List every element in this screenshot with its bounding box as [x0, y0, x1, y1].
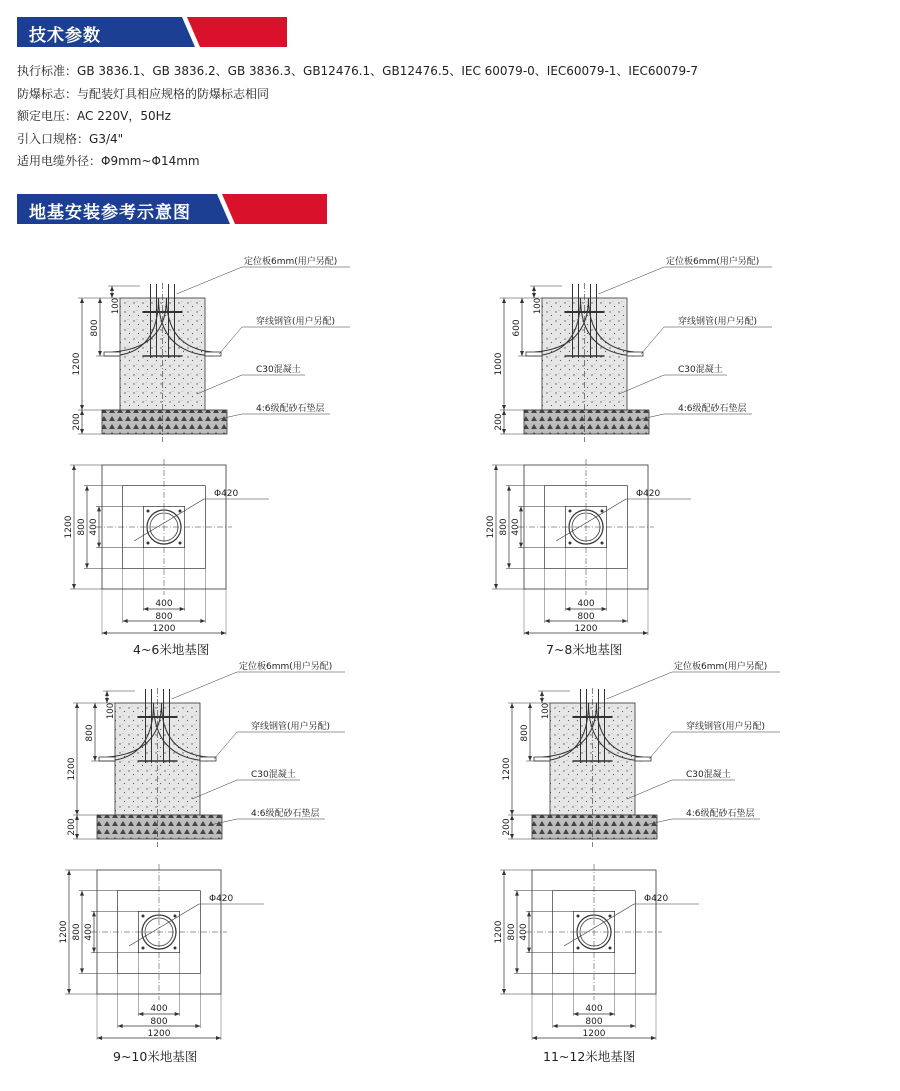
arrow-head — [143, 607, 148, 611]
arrow-head — [67, 870, 71, 875]
foundation-diagram-3 — [55, 660, 355, 1040]
drawing-line — [607, 672, 673, 699]
arrow-head — [123, 619, 128, 623]
callout-gravel: 4:6级配砂石垫层 — [256, 404, 325, 414]
arrow-head — [565, 607, 570, 611]
arrow-head — [180, 607, 185, 611]
arrow-head — [80, 968, 84, 973]
arrow-head — [221, 631, 226, 635]
arrow-head — [110, 293, 114, 298]
callout-gravel: 4:6级配砂石垫层 — [686, 809, 755, 819]
callout-gravel: 4:6级配砂石垫层 — [678, 404, 747, 414]
callout-plate: 定位板6mm(用户另配) — [244, 257, 338, 267]
arrow-head — [67, 989, 71, 994]
arrow-head — [97, 543, 101, 548]
arrow-head — [643, 631, 648, 635]
bolt-hole — [174, 915, 177, 918]
arrow-head — [540, 698, 544, 703]
pipe-depth-label: 800 — [85, 724, 95, 742]
arrow-head — [92, 948, 96, 953]
arrow-head — [80, 891, 84, 896]
bolt-hole — [609, 947, 612, 950]
arrow-head — [97, 506, 101, 511]
bed-label: 200 — [502, 818, 512, 836]
arrow-head — [85, 486, 89, 491]
arrow-head — [118, 1024, 123, 1028]
plan-inner-v-label: 400 — [89, 518, 99, 536]
pipe-stub — [526, 352, 542, 356]
depth-label: 1200 — [67, 757, 77, 781]
arrow-head — [519, 506, 523, 511]
drawing-line — [177, 267, 243, 294]
arrow-head — [532, 293, 536, 298]
arrow-head — [651, 1036, 656, 1040]
arrow-head — [502, 298, 506, 303]
drawing-line — [649, 732, 672, 759]
elevation-view — [502, 660, 780, 847]
callout-concrete: C30混凝土 — [678, 365, 723, 375]
arrow-head — [75, 810, 79, 815]
arrow-head — [85, 563, 89, 568]
plan-outer-h-label: 1200 — [582, 1029, 606, 1039]
plan-view — [494, 864, 699, 1040]
plan-mid-h-label: 800 — [155, 612, 173, 622]
arrow-head — [602, 607, 607, 611]
arrow-head — [515, 968, 519, 973]
plan-outer-v-label: 1200 — [494, 920, 504, 944]
arrow-head — [110, 286, 114, 291]
pipe-stub — [635, 757, 651, 761]
arrow-head — [545, 619, 550, 623]
drawing-line — [641, 327, 664, 354]
foundation-drawing — [55, 660, 355, 1040]
spec-cable: 适用电缆外径：Φ9mm~Φ14mm — [17, 154, 200, 168]
callout-pipe: 穿线钢管(用户另配) — [686, 722, 766, 732]
callout-pipe: 穿线钢管(用户另配) — [256, 317, 336, 327]
arrow-head — [553, 1024, 558, 1028]
bolt-hole — [569, 542, 572, 545]
drawing-line — [556, 499, 626, 541]
gravel-bed — [524, 410, 649, 434]
plan-outer-v-label: 1200 — [64, 515, 74, 539]
depth-label: 1200 — [72, 352, 82, 376]
plan-outer-h-label: 1200 — [574, 624, 598, 634]
drawing-line — [214, 732, 237, 759]
foundation-diagram-1 — [60, 255, 360, 635]
arrow-head — [622, 619, 627, 623]
spec-inlet: 引入口规格：G3/4" — [17, 131, 124, 146]
arrow-head — [507, 486, 511, 491]
plan-outer-v-label: 1200 — [59, 920, 69, 944]
arrow-head — [138, 1012, 143, 1016]
arrow-head — [507, 563, 511, 568]
bolt-hole — [142, 915, 145, 918]
arrow-head — [72, 584, 76, 589]
bolt-hole — [142, 947, 145, 950]
plan-mid-h-label: 800 — [585, 1017, 603, 1027]
foundation-drawing — [482, 255, 782, 635]
arrow-head — [502, 870, 506, 875]
arrow-head — [528, 756, 532, 761]
depth-label: 1200 — [502, 757, 512, 781]
plan-inner-v-label: 400 — [511, 518, 521, 536]
arrow-head — [532, 1036, 537, 1040]
bolt-hole — [569, 510, 572, 513]
callout-concrete: C30混凝土 — [251, 770, 296, 780]
pipe-stub — [205, 352, 221, 356]
elevation-view — [494, 255, 772, 442]
foundation-diagram-4 — [490, 660, 790, 1040]
plan-inner-h-label: 400 — [150, 1004, 168, 1014]
top-dim-label: 100 — [106, 702, 116, 720]
top-dim-label: 100 — [111, 297, 121, 315]
arrow-head — [527, 948, 531, 953]
plan-mid-v-label: 800 — [72, 923, 82, 941]
bed-label: 200 — [67, 818, 77, 836]
arrow-head — [515, 891, 519, 896]
spec-list — [17, 60, 698, 173]
bolt-hole — [577, 947, 580, 950]
bed-label: 200 — [72, 413, 82, 431]
gravel-bed — [532, 815, 657, 839]
arrow-head — [520, 298, 524, 303]
drawing-line — [564, 904, 634, 946]
arrow-head — [93, 756, 97, 761]
spec-voltage: 额定电压：AC 220V，50Hz — [17, 109, 171, 123]
drawing-line — [172, 672, 238, 699]
bolt-hole — [179, 510, 182, 513]
arrow-head — [75, 703, 79, 708]
bolt-hole — [601, 510, 604, 513]
arrow-head — [105, 698, 109, 703]
arrow-head — [175, 1012, 180, 1016]
callout-plate: 定位板6mm(用户另配) — [239, 662, 333, 672]
depth-label: 1000 — [494, 352, 504, 376]
plan-mid-v-label: 800 — [499, 518, 509, 536]
plan-inner-h-label: 400 — [155, 599, 173, 609]
pipe-stub — [200, 757, 216, 761]
diameter-label: Φ420 — [214, 489, 239, 499]
plan-inner-h-label: 400 — [585, 1004, 603, 1014]
arrow-head — [573, 1012, 578, 1016]
arrow-head — [93, 703, 97, 708]
elevation-view — [67, 660, 345, 847]
bolt-hole — [147, 510, 150, 513]
callout-pipe: 穿线钢管(用户另配) — [678, 317, 758, 327]
arrow-head — [520, 351, 524, 356]
bed-label: 200 — [494, 413, 504, 431]
arrow-head — [102, 631, 107, 635]
foundation-diagram-2 — [482, 255, 782, 635]
pipe-depth-label: 800 — [520, 724, 530, 742]
arrow-head — [510, 810, 514, 815]
callout-concrete: C30混凝土 — [686, 770, 731, 780]
top-dim-label: 100 — [541, 702, 551, 720]
bolt-hole — [147, 542, 150, 545]
plan-mid-v-label: 800 — [77, 518, 87, 536]
pipe-stub — [534, 757, 550, 761]
bolt-hole — [609, 915, 612, 918]
bolt-hole — [174, 947, 177, 950]
plan-mid-h-label: 800 — [577, 612, 595, 622]
plan-inner-v-label: 400 — [84, 923, 94, 941]
tech-params-header — [17, 17, 287, 47]
arrow-head — [502, 405, 506, 410]
arrow-head — [524, 631, 529, 635]
arrow-head — [92, 911, 96, 916]
foundation-drawing — [60, 255, 360, 635]
callout-plate: 定位板6mm(用户另配) — [674, 662, 768, 672]
pipe-depth-label: 600 — [512, 319, 522, 337]
arrow-head — [216, 1036, 221, 1040]
arrow-head — [494, 465, 498, 470]
diameter-label: Φ420 — [644, 894, 669, 904]
drawing-line — [134, 499, 204, 541]
foundation-title: 地基安装参考示意图 — [29, 203, 191, 223]
spec-explosion-mark: 防爆标志：与配装灯具相应规格的防爆标志相同 — [17, 86, 270, 101]
caption-11-12m: 11~12米地基图 — [543, 1049, 636, 1064]
top-dim-label: 100 — [533, 297, 543, 315]
arrow-head — [80, 298, 84, 303]
callout-plate: 定位板6mm(用户另配) — [666, 257, 760, 267]
arrow-head — [98, 351, 102, 356]
caption-7-8m: 7~8米地基图 — [546, 642, 623, 657]
arrow-head — [494, 584, 498, 589]
callout-gravel: 4:6级配砂石垫层 — [251, 809, 320, 819]
plan-inner-h-label: 400 — [577, 599, 595, 609]
drawing-line — [219, 327, 242, 354]
diameter-label: Φ420 — [636, 489, 661, 499]
arrow-head — [610, 1012, 615, 1016]
arrow-head — [502, 989, 506, 994]
arrow-head — [195, 1024, 200, 1028]
arrow-head — [540, 691, 544, 696]
pipe-stub — [99, 757, 115, 761]
plan-outer-h-label: 1200 — [152, 624, 176, 634]
foundation-header — [17, 194, 327, 224]
spec-standard: 执行标准：GB 3836.1、GB 3836.2、GB 3836.3、GB12476.1、GB12476.5、IEC 60079-0、IEC60079-1、IEC60079-7 — [17, 64, 699, 78]
callout-pipe: 穿线钢管(用户另配) — [251, 722, 331, 732]
plan-view — [64, 459, 269, 635]
plan-mid-v-label: 800 — [507, 923, 517, 941]
diameter-label: Φ420 — [209, 894, 234, 904]
arrow-head — [527, 911, 531, 916]
caption-4-6m: 4~6米地基图 — [133, 642, 210, 657]
drawing-line — [599, 267, 665, 294]
arrow-head — [528, 703, 532, 708]
pipe-depth-label: 800 — [90, 319, 100, 337]
gravel-bed — [102, 410, 227, 434]
foundation-drawing — [490, 660, 790, 1040]
arrow-head — [200, 619, 205, 623]
arrow-head — [98, 298, 102, 303]
pipe-stub — [104, 352, 120, 356]
plan-outer-h-label: 1200 — [147, 1029, 171, 1039]
bolt-hole — [601, 542, 604, 545]
arrow-head — [97, 1036, 102, 1040]
elevation-view — [72, 255, 350, 442]
plan-mid-h-label: 800 — [150, 1017, 168, 1027]
arrow-head — [72, 465, 76, 470]
plan-view — [486, 459, 691, 635]
bolt-hole — [179, 542, 182, 545]
tech-params-title: 技术参数 — [29, 26, 101, 46]
arrow-head — [510, 703, 514, 708]
bolt-hole — [577, 915, 580, 918]
gravel-bed — [97, 815, 222, 839]
arrow-head — [105, 691, 109, 696]
callout-concrete: C30混凝土 — [256, 365, 301, 375]
plan-inner-v-label: 400 — [519, 923, 529, 941]
plan-view — [59, 864, 264, 1040]
arrow-head — [80, 405, 84, 410]
plan-outer-v-label: 1200 — [486, 515, 496, 539]
arrow-head — [532, 286, 536, 291]
drawing-line — [129, 904, 199, 946]
caption-9-10m: 9~10米地基图 — [113, 1049, 198, 1064]
arrow-head — [519, 543, 523, 548]
pipe-stub — [627, 352, 643, 356]
arrow-head — [630, 1024, 635, 1028]
